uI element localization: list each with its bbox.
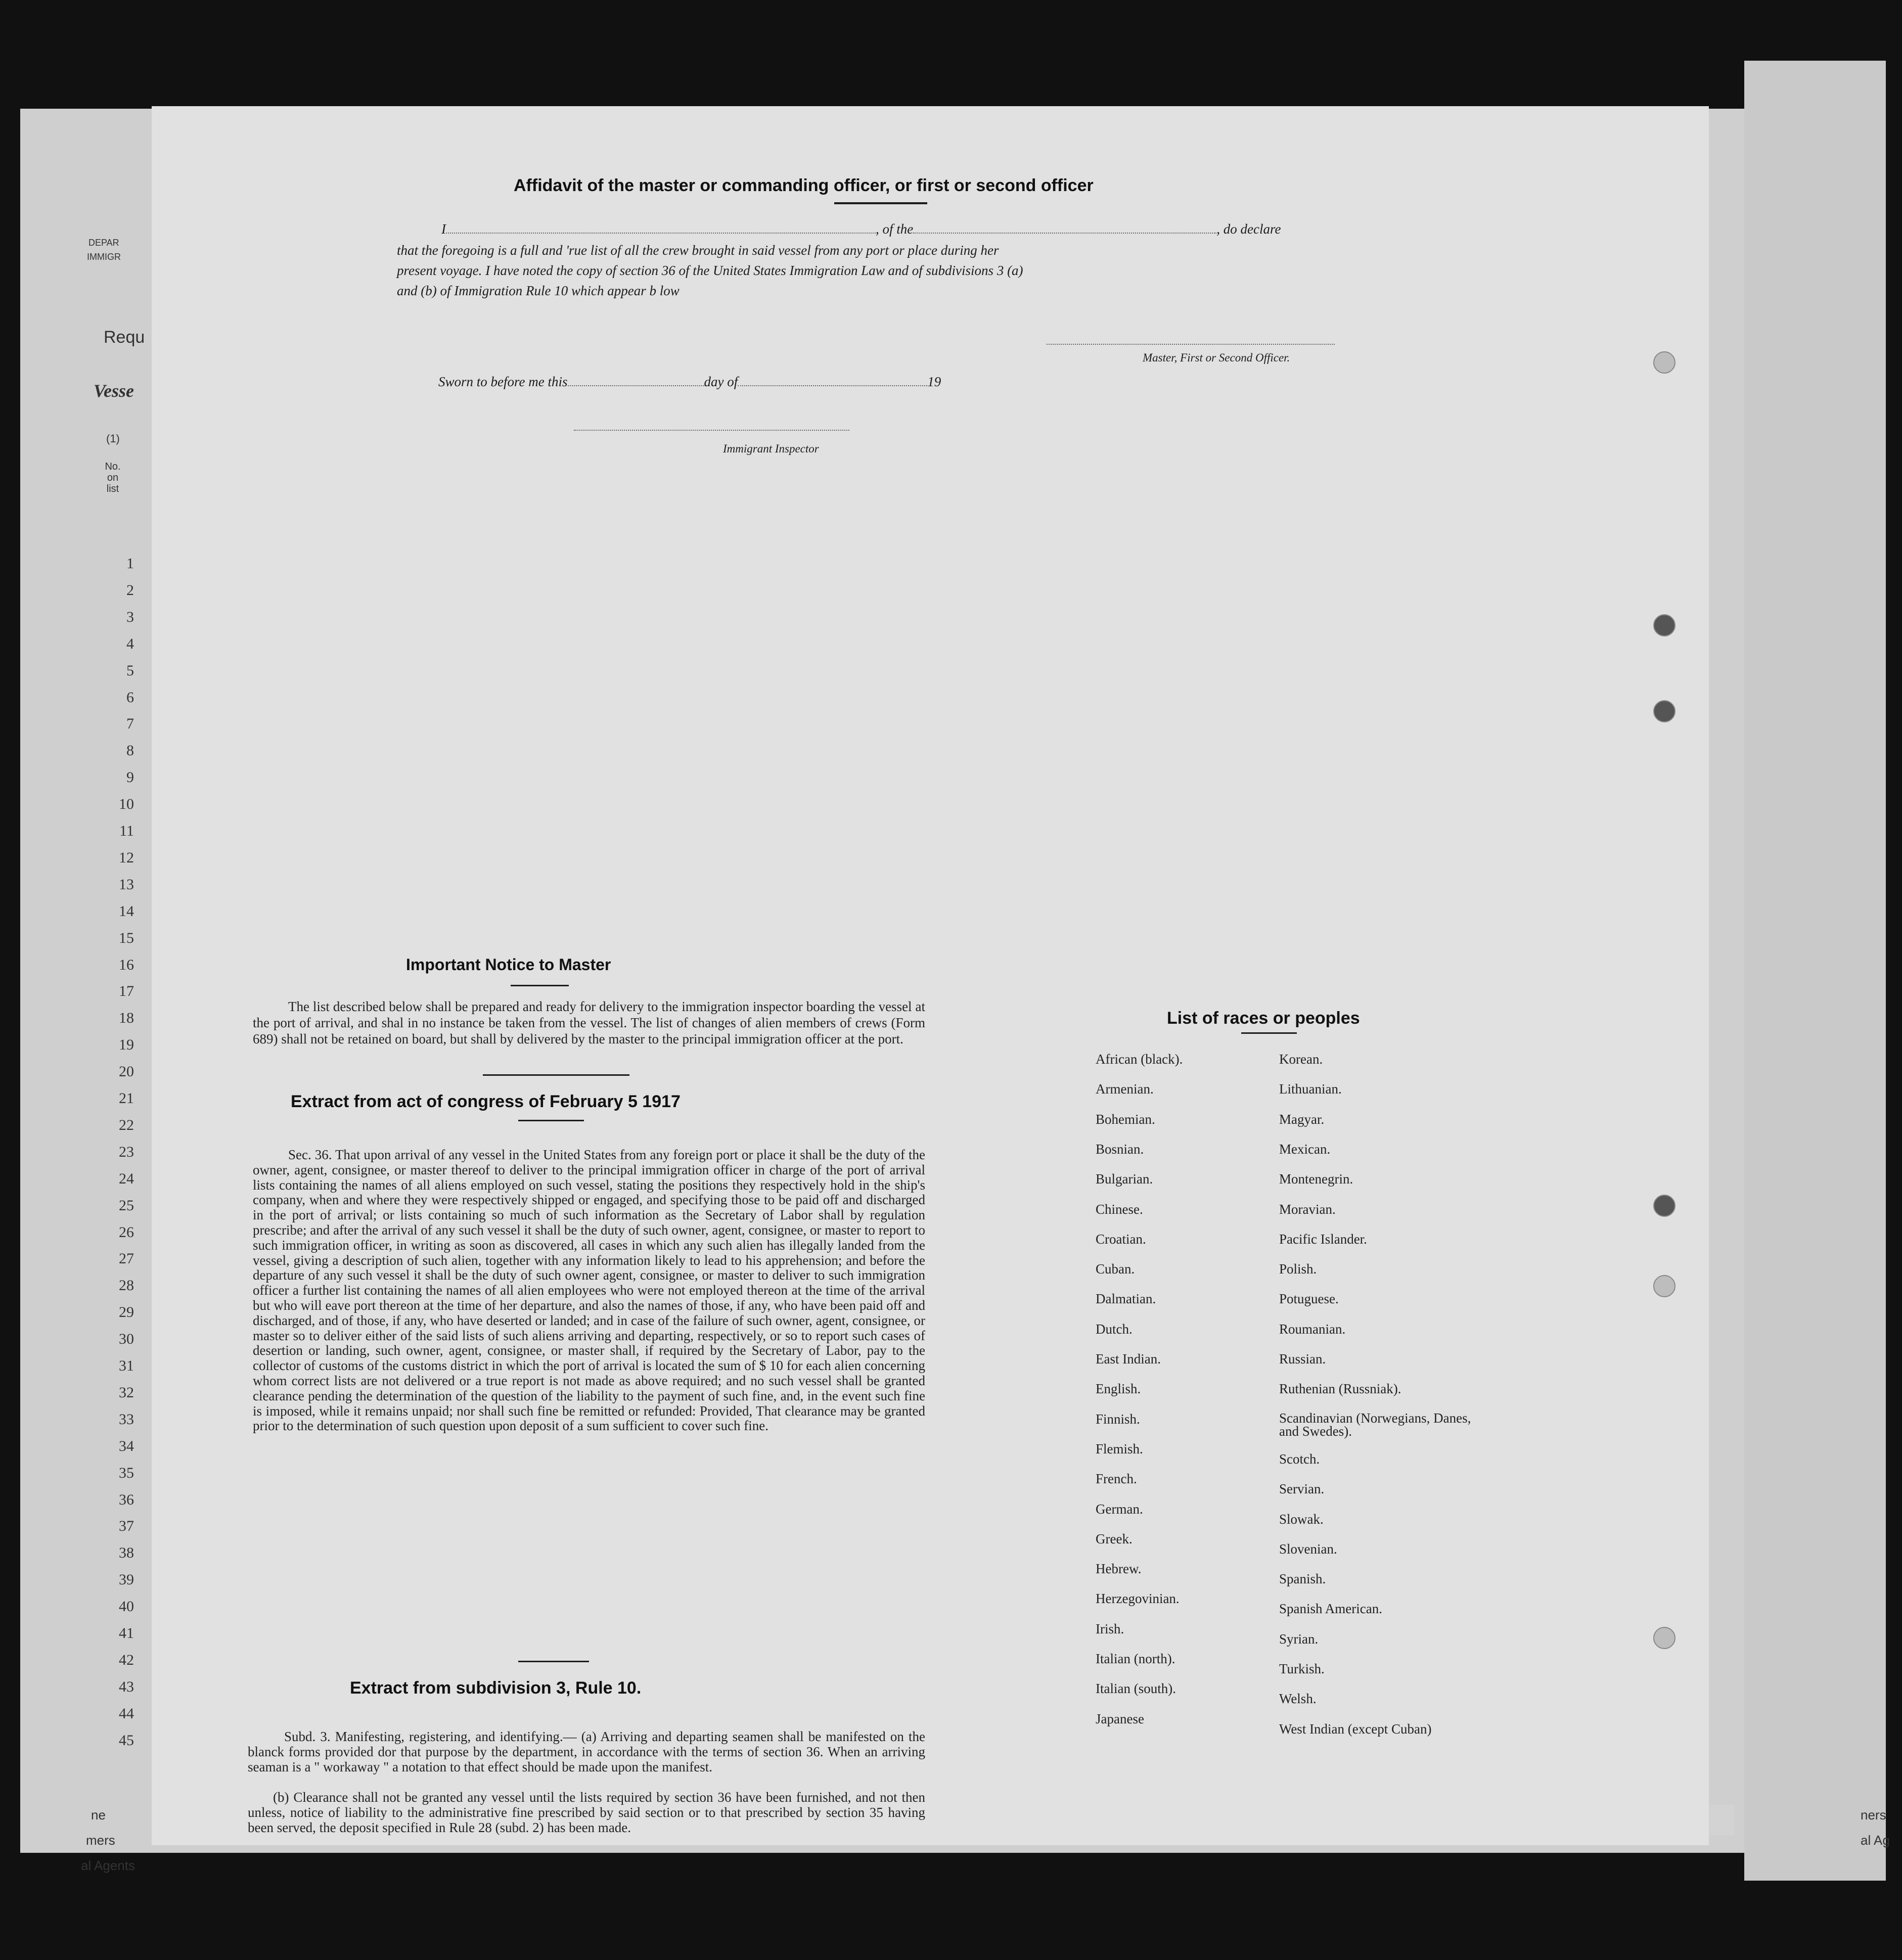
row-number: 42 [119, 1651, 134, 1668]
race-item: Turkish. [1279, 1661, 1325, 1676]
row-number: 41 [119, 1625, 134, 1642]
bottom-label: mers [86, 1833, 115, 1848]
race-item: Cuban. [1096, 1261, 1135, 1277]
row-number: 12 [119, 849, 134, 866]
affidavit-line-2: that the foregoing is a full and 'rue list of all the crew brought in said vessel from any port or place during her [397, 243, 999, 258]
row-number: 3 [126, 608, 134, 625]
row-number: 17 [119, 983, 134, 1000]
races-title: List of races or peoples [1167, 1009, 1360, 1028]
row-number: 5 [126, 662, 134, 679]
race-item: Russian. [1279, 1351, 1326, 1366]
row-number: 27 [119, 1250, 134, 1267]
row-number: 19 [119, 1036, 134, 1054]
signature-label: Master, First or Second Officer. [1143, 351, 1290, 364]
row-number: 40 [119, 1598, 134, 1615]
name-blank [446, 233, 876, 234]
punch-hole [1653, 700, 1675, 722]
race-item: West Indian (except Cuban) [1279, 1721, 1432, 1737]
column-1-label: (1) [106, 432, 120, 445]
race-item: French. [1096, 1471, 1137, 1487]
race-item: Flemish. [1096, 1441, 1143, 1456]
row-number: 39 [119, 1571, 134, 1588]
row-number: 45 [119, 1731, 134, 1749]
race-item: Korean. [1279, 1052, 1323, 1067]
right-edge-label: ners [1861, 1807, 1886, 1822]
row-number: 10 [119, 796, 134, 813]
row-number: 30 [119, 1331, 134, 1348]
race-item: Montenegrin. [1279, 1171, 1353, 1187]
year-prefix: 19 [927, 374, 941, 389]
row-number: 29 [119, 1304, 134, 1321]
race-item: Roumanian. [1279, 1321, 1346, 1337]
race-item: Finnish. [1096, 1411, 1140, 1427]
month-blank [738, 385, 927, 386]
race-item: East Indian. [1096, 1351, 1161, 1366]
race-item: Moravian. [1279, 1201, 1336, 1217]
affidavit-page [152, 106, 1709, 1845]
sworn-label: Sworn to before me this [438, 374, 568, 389]
row-number: 18 [119, 1010, 134, 1027]
race-item: Dalmatian. [1096, 1291, 1156, 1307]
row-number: 24 [119, 1170, 134, 1187]
extract-act-bottom-rule [518, 1661, 589, 1662]
row-number: 35 [119, 1464, 134, 1481]
race-item: Potuguese. [1279, 1291, 1339, 1307]
rule-10-text-a: Subd. 3. Manifesting, registering, and identifying.— (a) Arriving and departing seamen shall be manifested on the blanck forms provided dor that purpose by the department, in accordance with the terms of section 36. When an arriving seaman is a " workaway " a notation to that effect should be made upon the manifest. [248, 1729, 925, 1774]
notice-bottom-rule [483, 1074, 629, 1076]
row-number: 20 [119, 1063, 134, 1080]
race-item: Irish. [1096, 1621, 1124, 1636]
race-item: Dutch. [1096, 1321, 1133, 1337]
race-item: Bohemian. [1096, 1111, 1155, 1127]
race-item: Lithuanian. [1279, 1081, 1342, 1097]
row-number: 31 [119, 1357, 134, 1374]
race-item: Italian (north). [1096, 1651, 1175, 1666]
race-item: Slovenian. [1279, 1541, 1337, 1557]
notice-title: Important Notice to Master [406, 955, 611, 974]
race-item: Scandinavian (Norwegians, Danes, and Swedes). [1279, 1410, 1471, 1439]
row-number: 37 [119, 1518, 134, 1535]
race-item: English. [1096, 1381, 1141, 1397]
vessel-blank [913, 233, 1216, 234]
row-number: 16 [119, 956, 134, 973]
day-blank [568, 385, 704, 386]
affidavit-line-4: and (b) of Immigration Rule 10 which appear b low [397, 283, 680, 298]
sworn-line [438, 374, 941, 390]
race-item: Greek. [1096, 1531, 1133, 1546]
department-label: DEPAR [88, 238, 119, 248]
row-number: 36 [119, 1491, 134, 1508]
row-number: 33 [119, 1410, 134, 1428]
races-rule [1241, 1032, 1297, 1034]
no-on-list-label: No. on list [105, 461, 121, 494]
punch-hole [1653, 1275, 1675, 1297]
row-number: 9 [126, 769, 134, 786]
row-number: 6 [126, 689, 134, 706]
punch-hole [1653, 1195, 1675, 1217]
race-item: Syrian. [1279, 1631, 1319, 1647]
signature-line [1047, 344, 1335, 345]
row-number: 11 [119, 823, 134, 839]
affidavit-i: I [441, 221, 446, 237]
row-number: 1 [126, 555, 134, 572]
punch-hole [1653, 351, 1675, 374]
rule-10-text-b: (b) Clearance shall not be granted any vessel until the lists required by section 36 have been furnished, and not then unless, notice of liability to the administrative fine prescribed by said section or to that prescribed by section 35 having been served, the deposit specified in Rule 28 (subd. 2) has been made. [248, 1790, 925, 1835]
notice-text: The list described below shall be prepared and ready for delivery to the immigration inspector boarding the vessel at the port of arrival, and shal in no instance be taken from the vessel. The list of changes of alien members of crews (Form 689) shall not be retained on board, but shall by delivered by the master to the principal immigration officer at the port. [253, 999, 925, 1046]
extract-act-title: Extract from act of congress of February 5 1917 [291, 1092, 681, 1111]
inspector-label: Immigrant Inspector [723, 442, 819, 455]
race-item: Bulgarian. [1096, 1171, 1153, 1187]
race-item: Armenian. [1096, 1081, 1154, 1097]
row-number: 38 [119, 1544, 134, 1562]
punch-hole [1653, 1627, 1675, 1649]
notice-rule [511, 985, 569, 986]
row-number: 26 [119, 1223, 134, 1241]
race-item: Servian. [1279, 1481, 1325, 1497]
row-number: 14 [119, 902, 134, 920]
row-number: 23 [119, 1143, 134, 1160]
row-number: 44 [119, 1705, 134, 1722]
row-number: 32 [119, 1384, 134, 1401]
affidavit-do-declare: , do declare [1216, 221, 1281, 237]
race-item: Chinese. [1096, 1201, 1143, 1217]
race-item: Scotch. [1279, 1451, 1320, 1467]
extract-act-rule [518, 1120, 584, 1121]
row-number: 13 [119, 876, 134, 893]
title-rule [834, 202, 927, 204]
affidavit-of-the: , of the [876, 221, 914, 237]
race-item: Hebrew. [1096, 1561, 1142, 1577]
race-item: Mexican. [1279, 1141, 1331, 1157]
bottom-label: ne [91, 1807, 106, 1822]
race-item: African (black). [1096, 1052, 1183, 1067]
race-item: Ruthenian (Russniak). [1279, 1381, 1401, 1397]
row-number: 25 [119, 1197, 134, 1214]
row-number: 4 [126, 635, 134, 652]
affidavit-line-1 [441, 221, 1281, 237]
punch-hole [1653, 614, 1675, 636]
row-number: 7 [126, 715, 134, 733]
row-number: 8 [126, 742, 134, 759]
bottom-label: al Agents [81, 1858, 135, 1873]
immigration-label: IMMIGR [87, 252, 121, 262]
race-item: Welsh. [1279, 1691, 1317, 1707]
row-number: 34 [119, 1437, 134, 1454]
race-item: Magyar. [1279, 1111, 1325, 1127]
race-item: Italian (south). [1096, 1681, 1176, 1697]
race-item: Croatian. [1096, 1231, 1146, 1247]
section-36-text: Sec. 36. That upon arrival of any vessel in the United States from any foreign port or place it shall be the duty of the owner, agent, consignee, or master thereof to deliver to the principal immigration officer in charge of the port of arrival lists containing the names of all aliens employed on such vessel, stating the positions they respectively hold in the ship's company, when and where they were respectively shipped or engaged, and specifying those to be paid off and discharged in the port of arrival; or lists containing so much of such information as the Secretary of Labor shall by regulation prescribe; and after the arrival of any such vessel it shall be the duty of such owner, agent, consignee, or master to report to such immigration officer, in writing as soon as discovered, all cases in which any such alien has illegally landed from the vessel, giving a description of such alien, together with any information likely to lead to his apprehension; and before the departure of any such vessel it shall be the duty of such owner agent, consignee, or master to deliver to such immigration officer a further list containing the names of all alien employees who were not employed thereon at the time of the arrival but who will eave port thereon at the time of her departure, and also the names of those, if any, who have been paid off and discharged, and of those, if any, who have deserted or landed; and in case of the failure of such owner, agent, consignee, or master so to deliver either of the said lists of such aliens arriving and departing, respectively, or so to report such cases of desertion or landing, such owner, agent, consignee, or master shall, if required by the Secretary of Labor, pay to the collector of customs of the customs district in which the port of arrival is located the sum of $ 10 for each alien concerning whom correct lists are not delivered or a true report is not made as above required; and no such vessel shall be granted clearance pending the determination of the question of the liability to the payment of such fine, and, in the event such fine is imposed, while it remains unpaid; nor shall such fine be remitted or refunded: Provided, That clearance may be granted prior to the determination of such question upon deposit of a sum sufficient to cover such fine. [253, 1147, 925, 1434]
underlying-right-sheet [1744, 61, 1886, 1881]
race-item: Slowak. [1279, 1511, 1324, 1527]
inspector-line [574, 430, 849, 431]
row-number: 22 [119, 1116, 134, 1133]
race-item: Pacific Islander. [1279, 1231, 1367, 1247]
race-item: Bosnian. [1096, 1141, 1144, 1157]
day-of-label: day of [704, 374, 738, 389]
row-number: 21 [119, 1090, 134, 1107]
race-item: Herzegovinian. [1096, 1591, 1180, 1607]
race-item: German. [1096, 1501, 1143, 1517]
vessel-label: Vesse [94, 381, 134, 401]
right-edge-label: al Ag [1861, 1833, 1890, 1848]
extract-rule-title: Extract from subdivision 3, Rule 10. [350, 1678, 642, 1698]
race-item: Spanish American. [1279, 1601, 1382, 1617]
request-label: Requ [104, 328, 145, 347]
row-number: 2 [126, 581, 134, 599]
affidavit-line-3: present voyage. I have noted the copy of section 36 of the United States Immigration Law and of subdivisions 3 (a) [397, 263, 1023, 278]
row-number: 28 [119, 1277, 134, 1294]
affidavit-title: Affidavit of the master or commanding officer, or first or second officer [514, 176, 1094, 195]
race-item: Japanese [1096, 1711, 1144, 1726]
race-item: Polish. [1279, 1261, 1317, 1277]
row-number: 43 [119, 1678, 134, 1695]
row-number: 15 [119, 929, 134, 946]
race-item: Spanish. [1279, 1571, 1326, 1587]
